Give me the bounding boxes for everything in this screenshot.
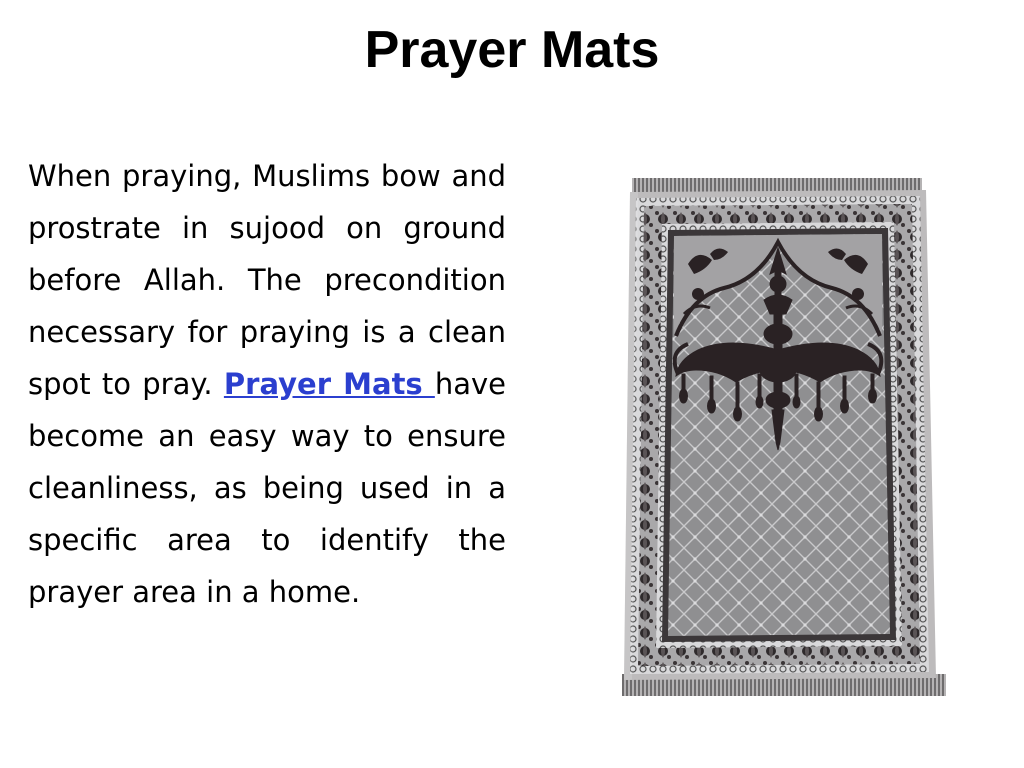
prayer-mat-icon [618, 174, 950, 700]
slide-title: Prayer Mats [364, 21, 660, 79]
body-paragraph [28, 150, 506, 618]
prayer-mat-image [618, 174, 950, 700]
paragraph-text-start: When praying, Muslims bow and prostrate in sujood on ground before Allah. The precondition necessary for praying is a clean spot to pray. [28, 159, 506, 401]
paragraph-text-end: have become an easy way to ensure cleanliness, as being used in a specific area to identify the prayer area in a home. [28, 367, 506, 609]
prayer-mats-link[interactable]: Prayer Mats [223, 367, 435, 401]
